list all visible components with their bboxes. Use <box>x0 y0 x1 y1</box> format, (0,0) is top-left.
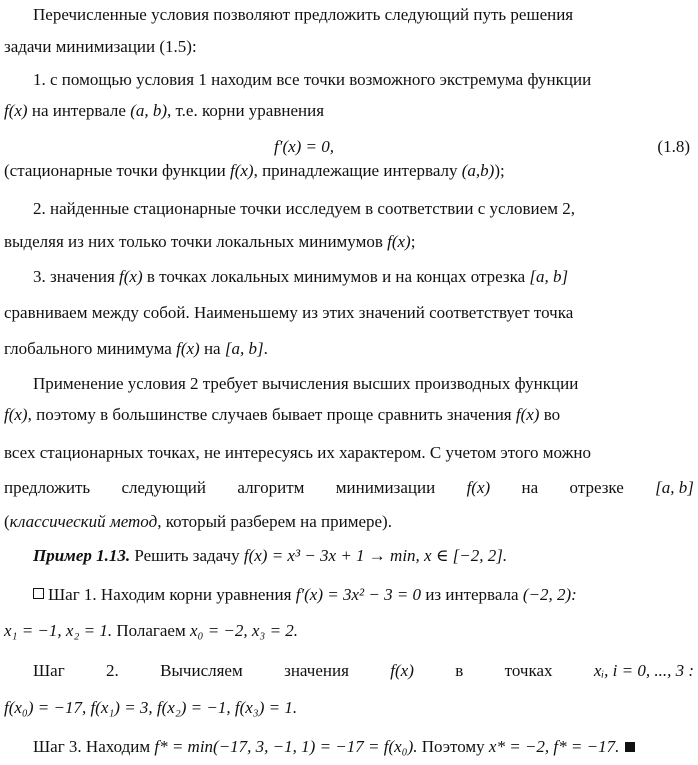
math: (a, b) <box>130 101 168 120</box>
p1-line2 <box>4 36 694 58</box>
emphasis: классический метод <box>9 512 158 531</box>
text: на <box>199 339 225 358</box>
text: во <box>539 405 561 424</box>
p5-line3 <box>4 442 694 464</box>
math: f(x) <box>4 101 28 120</box>
text: на интервале <box>27 101 131 120</box>
p3-line2 <box>4 231 694 253</box>
text: Поэтому <box>417 737 489 756</box>
math: f(x₀) = −17, f(x₁) = 3, f(x₂) = −1, f(x₃) = 1. <box>4 698 298 717</box>
word: алгоритм <box>237 478 305 497</box>
text: из интервала <box>421 585 523 604</box>
p1-line1 <box>33 4 694 26</box>
text: Полагаем <box>112 621 190 640</box>
math: [a, b] <box>224 339 264 358</box>
end-of-proof-icon <box>625 742 635 752</box>
example-line <box>33 545 694 567</box>
step1-line2 <box>4 620 694 642</box>
text: , принадлежащие интервалу <box>253 161 462 180</box>
math: f′(x) = 3x² − 3 = 0 <box>295 585 422 604</box>
word: следующий <box>121 478 207 497</box>
math: f(x) <box>229 161 254 180</box>
text: , поэтому в большинстве случаев бывает проще сравнить значения <box>27 405 516 424</box>
word: отрезке <box>569 478 624 497</box>
text: Применение условия 2 требует вычисления высших производных функции <box>33 374 579 393</box>
text: (стационарные точки функции <box>4 161 230 180</box>
step2-line2 <box>4 697 694 719</box>
math: f(x) = x³ − 3x + 1 → min, x ∈ [−2, 2]. <box>243 546 508 565</box>
math: (−2, 2): <box>522 585 577 604</box>
word: в <box>455 661 464 680</box>
math: f(x) <box>119 267 143 286</box>
p5-line2 <box>4 404 694 426</box>
text: . <box>263 339 268 358</box>
math: x* = −2, f* = −17. <box>488 737 620 756</box>
equation-number: (1.8) <box>657 137 690 156</box>
math: f(x) <box>176 339 200 358</box>
text: глобального минимума <box>4 339 177 358</box>
text: , т.е. корни уравнения <box>167 101 325 120</box>
text: , который разберем на примере). <box>157 512 392 531</box>
text: ; <box>410 232 416 251</box>
text: Шаг 3. Находим <box>33 737 155 756</box>
p3-line1 <box>33 198 694 220</box>
text: 1. с помощью условия 1 находим все точки возможного экстремума функции <box>33 70 592 89</box>
p4-line1 <box>33 266 694 288</box>
text: Перечисленные условия позволяют предложить следующий путь решения <box>33 5 574 24</box>
word: на <box>521 478 539 497</box>
math: f* = min(−17, 3, −1, 1) = −17 = f(x₀). <box>154 737 418 756</box>
text: выделяя из них только точки локальных минимумов <box>4 232 388 251</box>
word: значения <box>284 661 349 680</box>
math: f(x) <box>387 232 411 251</box>
text: задачи минимизации (1.5): <box>4 37 197 56</box>
math: f(x) <box>390 661 414 680</box>
text: Решить задачу <box>130 546 244 565</box>
text: 2. найденные стационарные точки исследуем в соответствии с условием 2, <box>33 199 575 218</box>
p4-line2 <box>4 302 694 324</box>
math: f(x) <box>515 405 540 424</box>
equation: f′(x) = 0, <box>274 137 335 156</box>
math: x₁ = −1, x₂ = 1. <box>4 621 113 640</box>
text: всех стационарных точках, не интересуясь их характером. С учетом этого можно <box>4 443 591 462</box>
p2-line4 <box>4 160 694 182</box>
text: ); <box>494 161 505 180</box>
math: xᵢ, i = 0, ..., 3 : <box>593 661 694 680</box>
step1-line1 <box>33 584 694 606</box>
word: точках <box>504 661 553 680</box>
math: (a,b) <box>461 161 495 180</box>
text: Шаг 1. Находим корни уравнения <box>48 585 296 604</box>
text: в точках локальных минимумов и на концах отрезка <box>142 267 530 286</box>
step2-line1 <box>33 660 694 682</box>
math: [a, b] <box>529 267 569 286</box>
step3-line <box>33 736 694 758</box>
p4-line3 <box>4 338 694 360</box>
math: [a, b] <box>655 478 694 497</box>
text: сравниваем между собой. Наименьшему из этих значений соответствует точка <box>4 303 574 322</box>
word: 2. <box>106 661 119 680</box>
text: 3. значения <box>33 267 120 286</box>
p2-line1 <box>33 69 694 91</box>
math: f(x) <box>4 405 28 424</box>
p5-line1 <box>33 373 694 395</box>
word: Шаг <box>33 661 65 680</box>
word: предложить <box>4 478 91 497</box>
p5-line5 <box>4 511 694 533</box>
math: f(x) <box>466 478 491 497</box>
square-icon <box>33 588 44 599</box>
p5-line4 <box>4 477 694 499</box>
example-label: Пример 1.13. <box>33 546 131 565</box>
text: ( <box>4 512 10 531</box>
p2-line2 <box>4 100 694 122</box>
word: минимизации <box>335 478 436 497</box>
word: Вычисляем <box>160 661 243 680</box>
math: x₀ = −2, x₃ = 2. <box>189 621 299 640</box>
